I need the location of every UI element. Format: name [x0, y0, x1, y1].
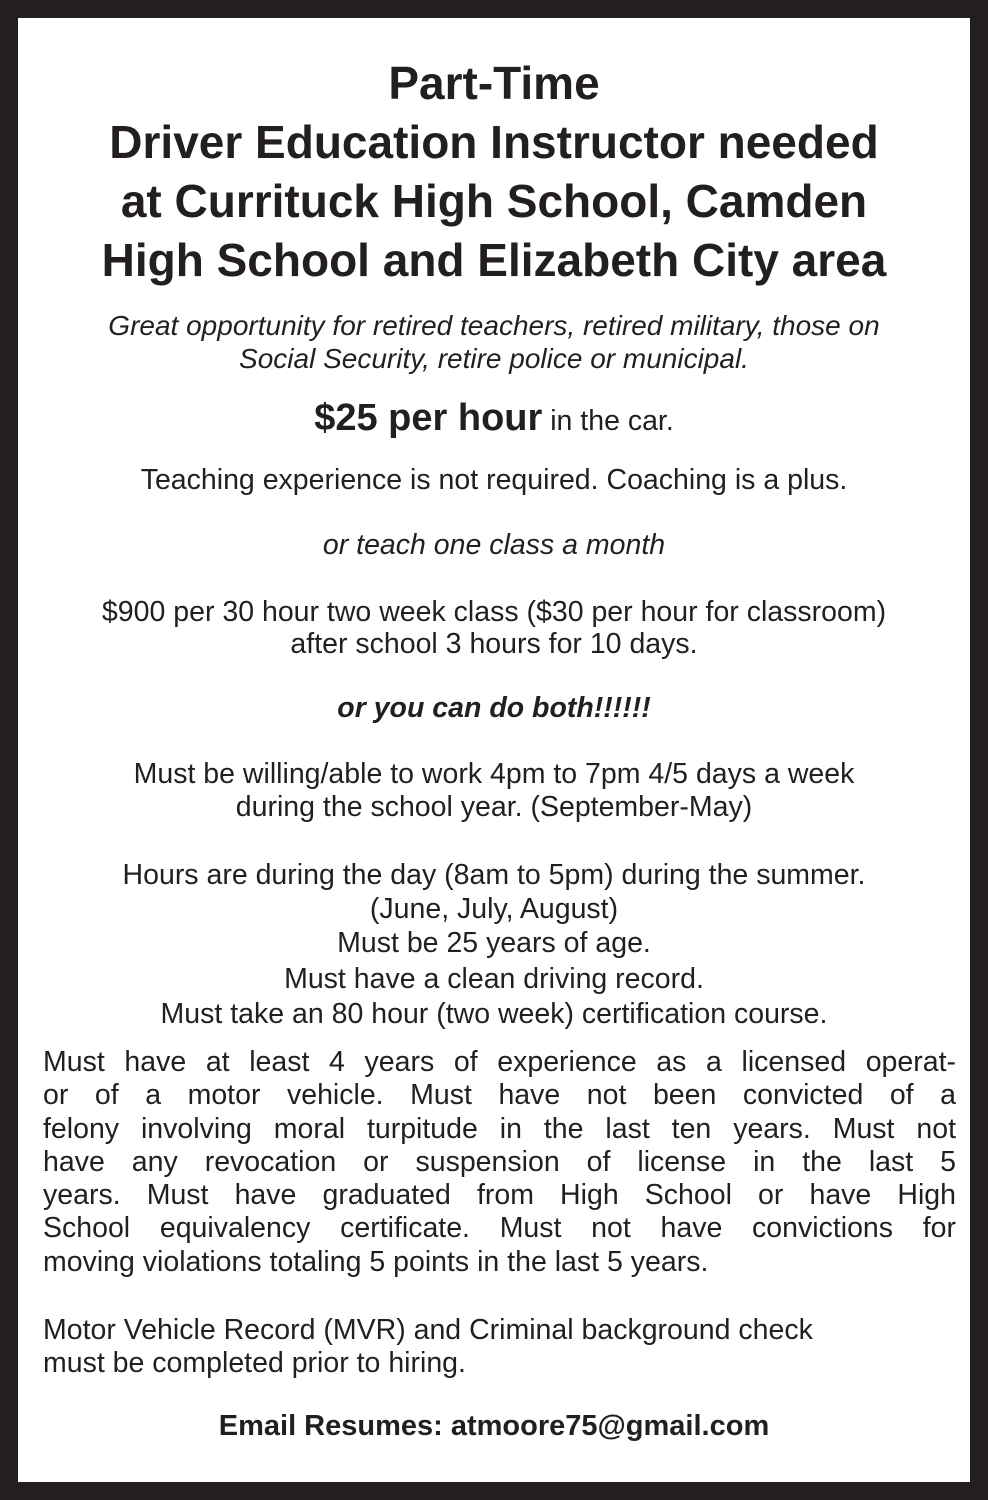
background-check-line: Motor Vehicle Record (MVR) and Criminal background check	[43, 1314, 813, 1346]
summer-line-2: (June, July, August)	[369, 893, 619, 925]
schedule-line-1: Must be willing/able to work 4pm to 7pm 4/5 days a week	[133, 758, 855, 790]
title-line-1: Part-Time	[388, 57, 600, 109]
background-check-line: must be completed prior to hiring.	[43, 1347, 466, 1380]
title-line-2: Driver Education Instructor needed	[109, 116, 879, 168]
requirements-line: have any revocation or suspension of license in the last 5	[43, 1145, 956, 1178]
requirements-line: years. Must have graduated from High School or have High	[43, 1179, 956, 1212]
summer-line-3: Must be 25 years of age.	[337, 927, 651, 959]
summer-line-4: Must have a clean driving record.	[284, 963, 704, 995]
title-line-3: at Currituck High School, Camden	[120, 175, 868, 227]
pay-amount: $25 per hour	[314, 397, 543, 439]
schedule-line-2: during the school year. (September-May)	[235, 791, 753, 823]
pay-rate	[18, 399, 970, 437]
requirements-line: felony involving moral turpitude in the last ten years. Must not	[43, 1112, 956, 1145]
requirements-line: School equivalency certificate. Must not have convictions for	[43, 1212, 956, 1245]
or-both-note: or you can do both!!!!!!	[337, 692, 651, 724]
requirements-line: Must have at least 4 years of experience as a licensed operat-	[43, 1046, 956, 1078]
requirements-paragraph	[43, 1046, 956, 1279]
summer-line-5: Must take an 80 hour (two week) certification course.	[160, 998, 828, 1030]
class-line-1: $900 per 30 hour two week class ($30 per hour for classroom)	[101, 596, 887, 628]
class-line-2: after school 3 hours for 10 days.	[290, 628, 698, 660]
experience-note: Teaching experience is not required. Coaching is a plus.	[140, 464, 848, 496]
requirements-line: or of a motor vehicle. Must have not been convicted of a	[43, 1079, 956, 1112]
title-line-4: High School and Elizabeth City area	[101, 234, 887, 286]
subtitle-line-1: Great opportunity for retired teachers, retired military, those on	[108, 310, 880, 341]
or-teach-note: or teach one class a month	[322, 529, 666, 561]
requirements-line: moving violations totaling 5 points in the last 5 years.	[43, 1245, 709, 1278]
background-check-paragraph	[43, 1314, 956, 1381]
summer-line-1: Hours are during the day (8am to 5pm) during the summer.	[122, 859, 866, 891]
subtitle-line-2: Social Security, retire police or municipal.	[239, 343, 749, 374]
pay-suffix: in the car.	[542, 405, 674, 437]
email-resumes-line: Email Resumes: atmoore75@gmail.com	[218, 1410, 770, 1442]
